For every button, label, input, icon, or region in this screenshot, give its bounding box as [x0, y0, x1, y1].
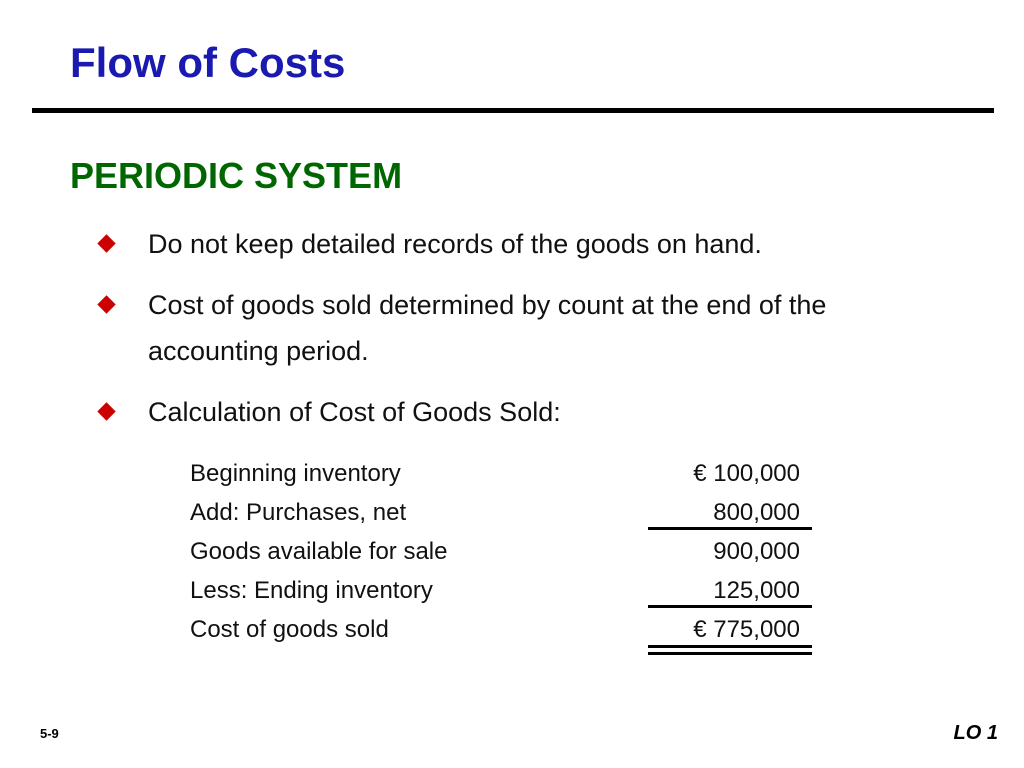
subtotal-underline: [648, 527, 812, 530]
slide-title: Flow of Costs: [70, 39, 346, 86]
calc-amount: € 100,000: [693, 460, 800, 487]
calc-label: Cost of goods sold: [190, 616, 389, 643]
subtotal-underline: [648, 605, 812, 608]
calc-row: [190, 532, 830, 571]
bullet-text: Calculation of Cost of Goods Sold:: [148, 397, 561, 427]
page-number: 5-9: [40, 726, 59, 741]
calc-label: Less: Ending inventory: [190, 577, 433, 604]
learning-objective-label: LO 1: [953, 722, 998, 744]
calc-amount: 125,000: [713, 577, 800, 604]
calc-label: Beginning inventory: [190, 460, 401, 487]
calc-row: [190, 610, 830, 649]
bullet-text: Cost of goods sold determined by count at the end of the accounting period.: [148, 290, 827, 366]
calc-amount: € 775,000: [693, 616, 800, 643]
diamond-bullet-icon: [97, 402, 115, 420]
calc-row: [190, 454, 830, 493]
total-double-underline: [648, 645, 812, 648]
diamond-bullet-icon: [97, 295, 115, 313]
title-divider: [32, 108, 994, 113]
calc-label: Add: Purchases, net: [190, 499, 407, 526]
bullet-text: Do not keep detailed records of the goods on hand.: [148, 229, 762, 259]
calc-amount: 800,000: [713, 499, 800, 526]
calc-amount: 900,000: [713, 538, 800, 565]
section-heading: PERIODIC SYSTEM: [70, 155, 403, 196]
total-double-underline: [648, 652, 812, 655]
cogs-calculation: [190, 454, 830, 649]
calc-label: Goods available for sale: [190, 538, 448, 565]
diamond-bullet-icon: [97, 234, 115, 252]
